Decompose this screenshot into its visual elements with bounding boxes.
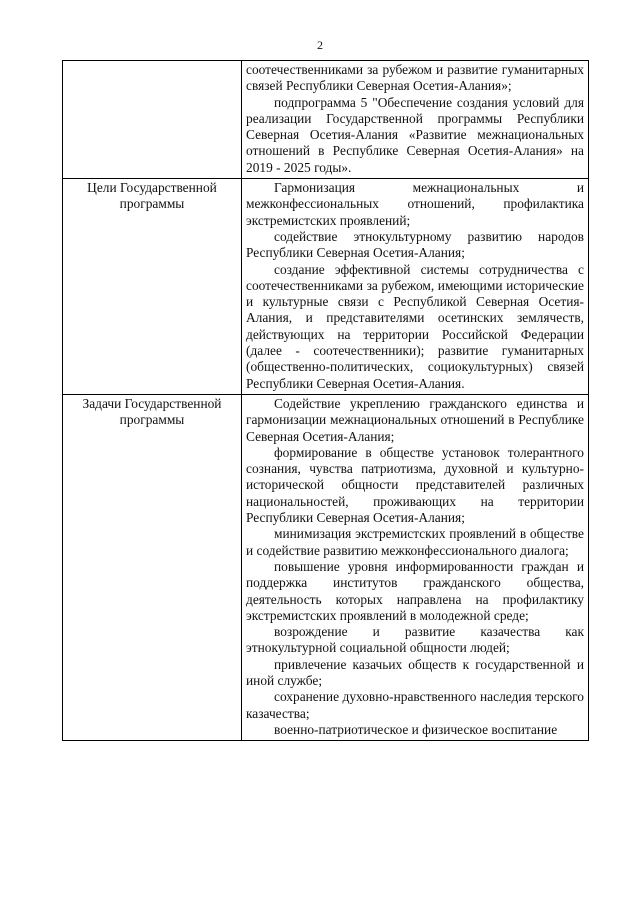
paragraph: сохранение духовно-нравственного наследия терского казачества; xyxy=(246,689,584,721)
paragraph: повышение уровня информированности граждан и поддержка институтов гражданского общества, деятельность которых направлена на профилактику экстремистских проявлений в молодежной среде; xyxy=(246,558,584,623)
paragraph: военно-патриотическое и физическое воспитание xyxy=(274,721,558,737)
row-content xyxy=(242,394,589,740)
table-row xyxy=(63,179,589,395)
paragraph: возрождение и развитие казачества как этнокультурной социальной общности людей; xyxy=(246,624,584,656)
paragraph: создание эффективной системы сотрудничества с соотечественниками за рубежом, имеющими исторические и культурные связи с Республикой Северная Осетия-Алания, и представителями осетинских землячеств, действующих на территории Российской Федерации (далее - соотечественники); развитие гуманитарных (общественно-политических, социокультурных) связей Республики Северная Осетия-Алания. xyxy=(246,261,584,391)
paragraph: привлечение казачьих обществ к государственной и иной службе; xyxy=(246,656,584,688)
paragraph: формирование в обществе установок толерантного сознания, чувства патриотизма, духовной и культурно-исторической общности представителей различных национальностей, проживающих на территории Республики Северная Осетия-Алания; xyxy=(246,444,584,526)
table-row xyxy=(63,394,589,740)
paragraph: содействие этнокультурному развитию народов Республики Северная Осетия-Алания; xyxy=(246,228,584,261)
program-passport-table xyxy=(62,60,589,741)
row-label xyxy=(63,61,242,179)
paragraph: подпрограмма 5 "Обеспечение создания условий для реализации Государственной программы Республики Северная Осетия-Алания «Развитие межнациональных отношений в Республике Северная Осетия-Алания» на 2019 - 2025 годы». xyxy=(246,94,584,175)
row-content xyxy=(242,179,589,395)
paragraph: Гармонизация межнациональных и межконфессиональных отношений, профилактика экстремистских проявлений; xyxy=(246,180,584,228)
row-content xyxy=(242,61,589,179)
row-label: Цели Государственной программы xyxy=(63,179,242,395)
paragraph: соотечественниками за рубежом и развитие гуманитарных связей Республики Северная Осетия-Алания»; xyxy=(246,62,584,94)
row-label: Задачи Государственной программы xyxy=(63,394,242,740)
paragraph: Содействие укреплению гражданского единства и гармонизации межнациональных отношений в Республике Северная Осетия-Алания; xyxy=(246,395,584,444)
table-row xyxy=(63,61,589,179)
page-number: 2 xyxy=(317,38,323,52)
paragraph: минимизация экстремистских проявлений в обществе и содействие развитию межконфессионального диалога; xyxy=(246,526,584,558)
